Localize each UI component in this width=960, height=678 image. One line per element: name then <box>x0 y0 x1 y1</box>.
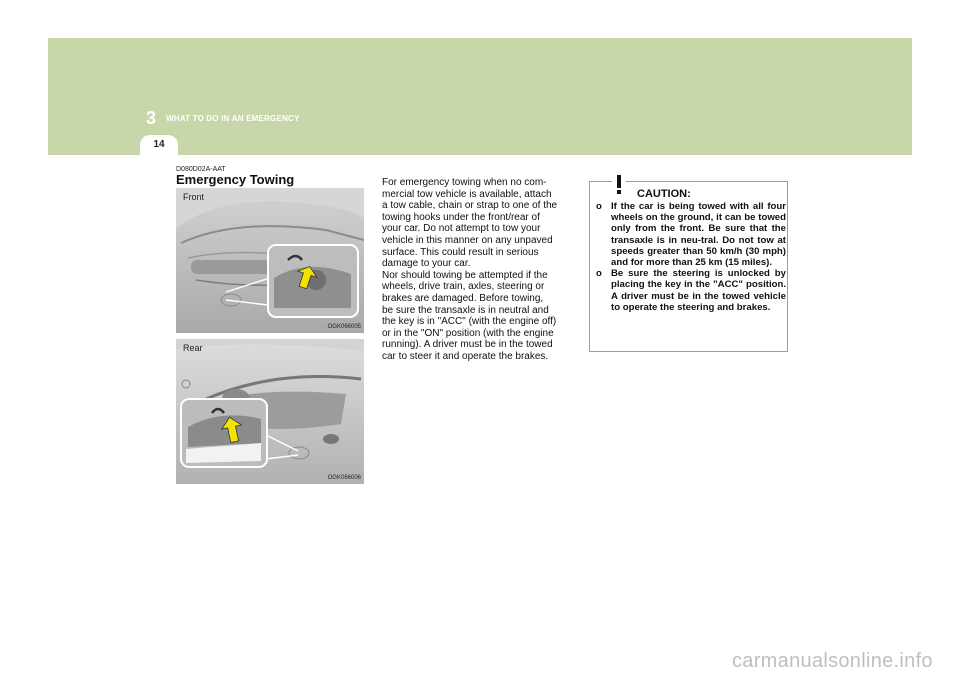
text-line: damage to your car. <box>382 258 471 270</box>
text-line: running). A driver must be in the towed <box>382 339 553 351</box>
rear-figure-code: OGK066006 <box>327 475 361 481</box>
caution-item-text: Be sure the steering is unlocked by placing the key in the "ACC" position. A driver must be in the towed vehicle to operate the steering and brakes. <box>611 268 786 313</box>
towing-instructions-text <box>382 177 575 363</box>
watermark: carmanualsonline.info <box>732 650 933 672</box>
front-figure-code: OGK066005 <box>327 324 361 330</box>
warning-triangle-icon <box>604 169 634 197</box>
caution-item-text: If the car is being towed with all four wheels on the ground, it can be towed only from the front. Be sure that the transaxle is in neu-tral. Do not tow at speeds greater than 50 km/h (30 mph) and for more than 25 km (15 miles). <box>611 201 786 269</box>
header-band <box>48 38 912 155</box>
text-line: brakes are damaged. Before towing, <box>382 292 544 304</box>
front-figure-label: Front <box>183 192 205 202</box>
text-line: or in the "ON" position (with the engine <box>382 327 554 339</box>
text-line: surface. This could result in serious <box>382 246 539 258</box>
chapter-title: WHAT TO DO IN AN EMERGENCY <box>166 114 300 123</box>
chapter-header <box>140 103 330 134</box>
text-line: For emergency towing when no com- <box>382 177 547 188</box>
front-car-illustration <box>176 188 364 333</box>
chapter-number: 3 <box>145 108 156 128</box>
text-line: Nor should towing be attempted if the <box>382 269 548 281</box>
rear-car-illustration <box>176 339 364 484</box>
caution-item <box>596 268 786 313</box>
caution-item <box>596 201 786 268</box>
text-line: your car. Do not attempt to tow your <box>382 223 541 235</box>
rear-figure-label: Rear <box>183 343 203 353</box>
caution-list <box>596 201 786 313</box>
section-code: D080D02A-AAT <box>176 166 226 173</box>
page-number: 14 <box>153 139 165 150</box>
text-line: towing hooks under the front/rear of <box>382 211 540 223</box>
front-tow-hook-figure <box>176 188 364 333</box>
text-line: mercial tow vehicle is available, attach <box>382 188 552 200</box>
text-line: the key is in "ACC" (with the engine off) <box>382 316 557 328</box>
section-title: Emergency Towing <box>176 172 295 187</box>
caution-title: CAUTION: <box>637 188 691 200</box>
text-line: car to steer it and operate the brakes. <box>382 350 549 362</box>
text-line: be sure the transaxle is in neutral and <box>382 304 549 316</box>
text-line: a tow cable, chain or strap to one of the <box>382 200 558 212</box>
bullet: o <box>596 268 602 280</box>
text-line: wheels, drive train, axles, steering or <box>382 281 545 293</box>
text-line: vehicle in this manner on any unpaved <box>382 234 553 246</box>
bullet: o <box>596 201 602 212</box>
caution-box <box>589 181 788 352</box>
rear-tow-hook-figure <box>176 339 364 484</box>
